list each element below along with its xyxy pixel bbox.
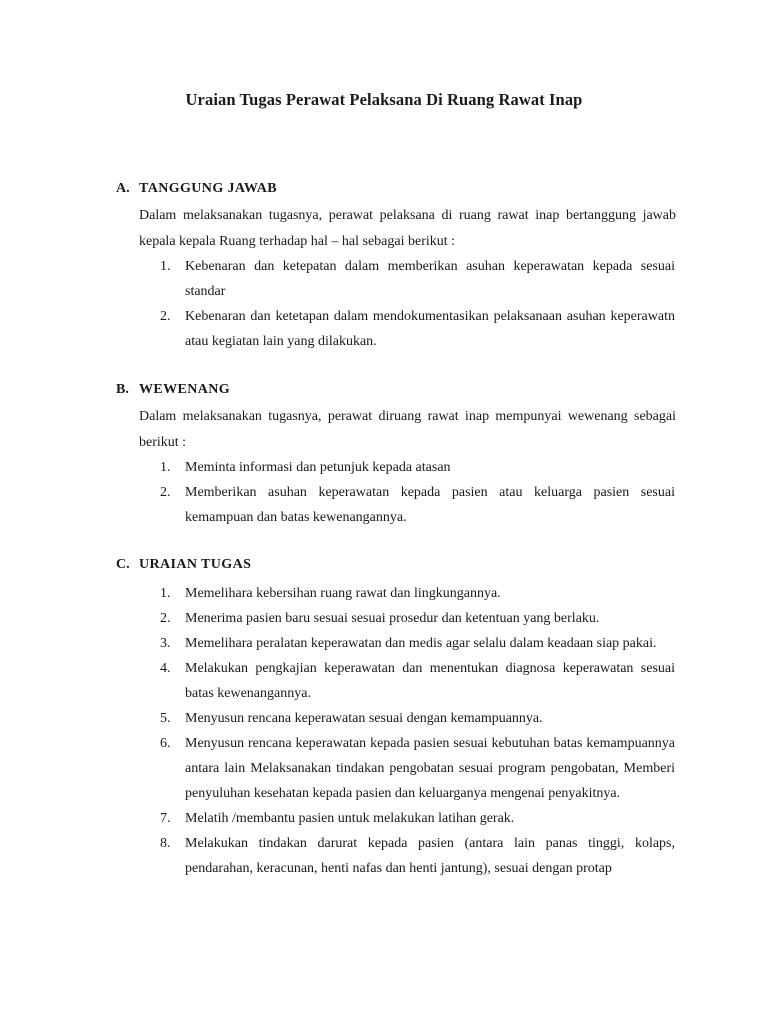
list-item-text: Kebenaran dan ketetapan dalam mendokumentasikan pelaksanaan asuhan keperawatn atau kegiatan lain yang dilakukan. — [185, 309, 675, 349]
list-item — [116, 631, 676, 656]
list-item-text: Melakukan tindakan darurat kepada pasien (antara lain panas tinggi, kolaps, pendarahan, keracunan, henti nafas dan henti jantung), sesuai dengan protap — [185, 836, 675, 876]
list-item — [116, 254, 676, 304]
list-item-text: Menerima pasien baru sesuai sesuai prosedur dan ketentuan yang berlaku. — [185, 611, 600, 626]
list-item-text: Melatih /membantu pasien untuk melakukan latihan gerak. — [185, 811, 515, 826]
section-intro: Dalam melaksanakan tugasnya, perawat pelaksana di ruang rawat inap bertanggung jawab kepala kepala Ruang terhadap hal – hal sebagai berikut : — [139, 208, 676, 249]
list-item-number: 2. — [160, 485, 171, 500]
list-item-text: Memelihara peralatan keperawatan dan medis agar selalu dalam keadaan siap pakai. — [185, 636, 657, 651]
numbered-list — [116, 455, 676, 530]
section-letter: A. — [116, 181, 130, 196]
list-item-number: 1. — [160, 259, 171, 274]
list-item-number: 2. — [160, 309, 171, 324]
list-item-text: Menyusun rencana keperawatan kepada pasien sesuai kebutuhan batas kemampuannya antara lain Melaksanakan tindakan pengobatan sesuai program pengobatan, Memberi penyuluhan kesehatan kepada pasien dan keluarganya mengenai penyakitnya. — [185, 736, 675, 801]
list-item-text: Melakukan pengkajian keperawatan dan menentukan diagnosa keperawatan sesuai batas kewenangannya. — [185, 661, 675, 701]
list-item-text: Menyusun rencana keperawatan sesuai dengan kemampuannya. — [185, 711, 543, 726]
list-item-number: 1. — [160, 586, 171, 601]
list-item — [116, 831, 676, 881]
section-tanggung-jawab — [116, 179, 676, 354]
list-item-number: 3. — [160, 636, 171, 651]
list-item-number: 8. — [160, 836, 171, 851]
list-item-text: Kebenaran dan ketepatan dalam memberikan asuhan keperawatan kepada sesuai standar — [185, 259, 675, 299]
list-item-number: 6. — [160, 736, 171, 751]
list-item — [116, 656, 676, 706]
section-letter: B. — [116, 382, 129, 397]
list-item-text: Meminta informasi dan petunjuk kepada atasan — [185, 460, 451, 475]
section-title: URAIAN TUGAS — [139, 557, 252, 572]
list-item — [116, 806, 676, 831]
section-letter: C. — [116, 557, 130, 572]
list-item — [116, 706, 676, 731]
section-heading — [116, 179, 676, 199]
list-item — [116, 455, 676, 480]
list-item-number: 1. — [160, 460, 171, 475]
section-heading — [116, 380, 676, 400]
list-item — [116, 606, 676, 631]
list-item — [116, 581, 676, 606]
list-item-text: Memelihara kebersihan ruang rawat dan lingkungannya. — [185, 586, 501, 601]
list-item-number: 2. — [160, 611, 171, 626]
section-intro: Dalam melaksanakan tugasnya, perawat diruang rawat inap mempunyai wewenang sebagai berikut : — [139, 409, 676, 450]
section-uraian-tugas — [116, 555, 676, 881]
numbered-list — [116, 581, 676, 881]
list-item-text: Memberikan asuhan keperawatan kepada pasien atau keluarga pasien sesuai kemampuan dan batas kewenangannya. — [185, 485, 675, 525]
section-wewenang — [116, 380, 676, 530]
list-item-number: 4. — [160, 661, 171, 676]
section-heading — [116, 555, 676, 575]
section-title: TANGGUNG JAWAB — [139, 181, 277, 196]
list-item — [116, 304, 676, 354]
list-item-number: 5. — [160, 711, 171, 726]
document-title: Uraian Tugas Perawat Pelaksana Di Ruang Rawat Inap — [185, 90, 583, 109]
list-item — [116, 480, 676, 530]
section-title: WEWENANG — [139, 382, 231, 397]
numbered-list — [116, 254, 676, 354]
list-item-number: 7. — [160, 811, 171, 826]
list-item — [116, 731, 676, 806]
